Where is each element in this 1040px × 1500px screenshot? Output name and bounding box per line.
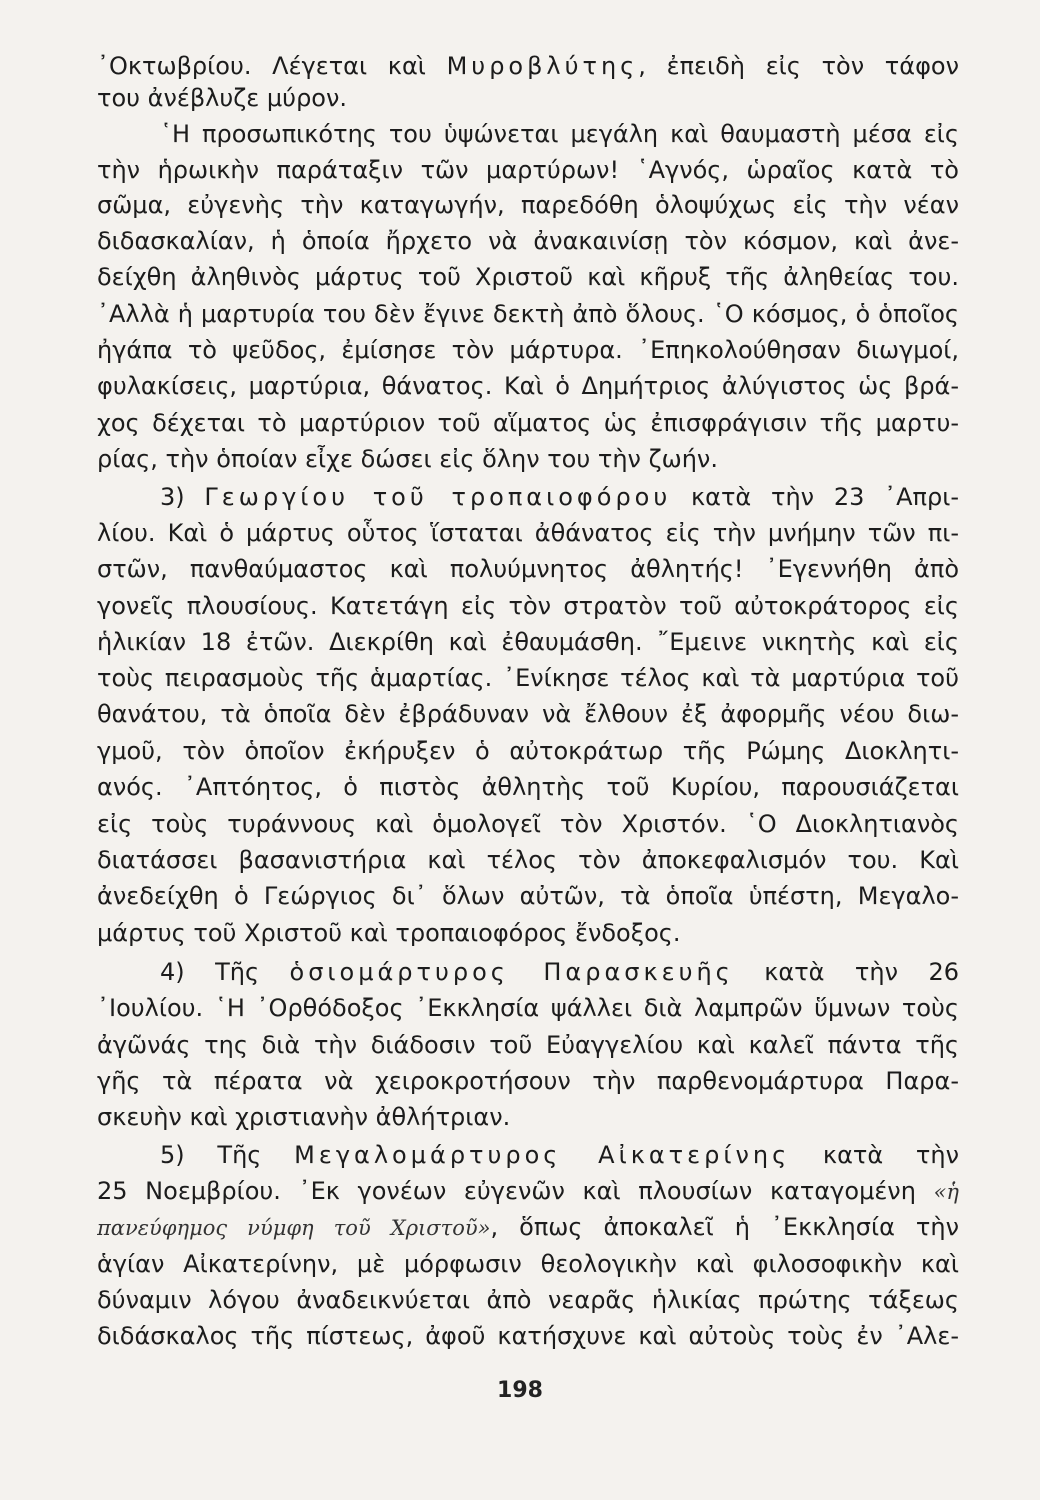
page-number: 198 <box>497 1378 543 1403</box>
text-line: σκευὴν καὶ χριστιανὴν ἀθλήτριαν. <box>97 1103 511 1131</box>
text-line: θανάτου, τὰ ὁποῖα δὲν ἐβράδυναν νὰ ἔλθουν ἐξ ἀφορμῆς νέου διω- <box>97 700 959 728</box>
text-line: σῶμα, εὐγενὴς τὴν καταγωγήν, παρεδόθη ὁλοψύχως εἰς τὴν νέαν <box>97 191 959 219</box>
text-line: μάρτυς τοῦ Χριστοῦ καὶ τροπαιοφόρος ἔνδοξος. <box>97 919 681 947</box>
text-line: ᾿Οκτωβρίου. Λέγεται καὶ Μυροβλύτης, ἐπειδὴ εἰς τὸν τάφον <box>97 52 959 80</box>
text-line: τοὺς πειρασμοὺς τῆς ἁμαρτίας. ᾿Ενίκησε τέλος καὶ τὰ μαρτύρια τοῦ <box>97 664 959 692</box>
text-line: ἁγίαν Αἰκατερίνην, μὲ μόρφωσιν θεολογικὴν καὶ φιλοσοφικὴν καὶ <box>97 1250 959 1278</box>
text-line: πανεύφημος νύμφη τοῦ Χριστοῦ», ὅπως ἀποκαλεῖ ἡ ᾿Εκκλησία τὴν <box>97 1213 959 1241</box>
text-line: τὴν ἡρωικὴν παράταξιν τῶν μαρτύρων! ῾Αγνός, ὡραῖος κατὰ τὸ <box>97 156 959 184</box>
text-line: διδασκαλίαν, ἡ ὁποία ἤρχετο νὰ ἀνακαινίσῃ τὸν κόσμον, καὶ ἀνε- <box>97 227 959 255</box>
text-line: ᾿Ιουλίου. ῾Η ᾿Ορθόδοξος ᾿Εκκλησία ψάλλει διὰ λαμπρῶν ὕμνων τοὺς <box>97 994 959 1022</box>
text-line: 3) Γεωργίου τοῦ τροπαιοφόρου κατὰ τὴν 23 ᾿Απρι- <box>160 483 959 511</box>
text-line: 4) Τῆς ὁσιομάρτυρος Παρασκευῆς κατὰ τὴν 26 <box>160 958 959 986</box>
text-line: δείχθη ἀληθινὸς μάρτυς τοῦ Χριστοῦ καὶ κῆρυξ τῆς ἀληθείας του. <box>97 263 959 291</box>
text-line: 25 Νοεμβρίου. ᾿Εκ γονέων εὐγενῶν καὶ πλουσίων καταγομένη «ἡ <box>97 1177 959 1205</box>
text-line: ᾿Αλλὰ ἡ μαρτυρία του δὲν ἔγινε δεκτὴ ἀπὸ ὅλους. ῾Ο κόσμος, ὁ ὁποῖος <box>97 300 959 328</box>
text-line: στῶν, πανθαύμαστος καὶ πολυύμνητος ἀθλητής! ᾿Εγεννήθη ἀπὸ <box>97 555 959 583</box>
text-line: διατάσσει βασανιστήρια καὶ τέλος τὸν ἀποκεφαλισμόν του. Καὶ <box>97 846 959 874</box>
spaced-name: ὁσιομάρτυρος Παρασκευῆς <box>289 958 734 986</box>
text-line: χος δέχεται τὸ μαρτύριον τοῦ αἵματος ὡς ἐπισφράγισιν τῆς μαρτυ- <box>97 409 959 437</box>
text-line: του ἀνέβλυζε μύρον. <box>97 84 348 112</box>
italic-quote: πανεύφημος νύμφη τοῦ Χριστοῦ» <box>97 1216 491 1240</box>
text-line: 5) Τῆς Μεγαλομάρτυρος Αἰκατερίνης κατὰ τὴν <box>160 1141 959 1169</box>
text-line: ἀνεδείχθη ὁ Γεώργιος δι᾿ ὅλων αὐτῶν, τὰ ὁποῖα ὑπέστη, Μεγαλο- <box>97 882 959 910</box>
spaced-name: Μεγαλομάρτυρος Αἰκατερίνης <box>294 1141 791 1169</box>
spaced-name: Μυροβλύτης <box>446 52 639 80</box>
text-line: γῆς τὰ πέρατα νὰ χειροκροτήσουν τὴν παρθενομάρτυρα Παρα- <box>97 1067 959 1095</box>
text-line: ρίας, τὴν ὁποίαν εἶχε δώσει εἰς ὅλην του τὴν ζωήν. <box>97 445 718 473</box>
text-line: γμοῦ, τὸν ὁποῖον ἐκήρυξεν ὁ αὐτοκράτωρ τῆς Ρώμης Διοκλητι- <box>97 737 959 765</box>
text-line: ἠγάπα τὸ ψεῦδος, ἐμίσησε τὸν μάρτυρα. ᾿Επηκολούθησαν διωγμοί, <box>97 336 959 364</box>
spaced-name: Γεωργίου τοῦ τροπαιοφόρου <box>204 483 672 511</box>
text-line: δύναμιν λόγου ἀναδεικνύεται ἀπὸ νεαρᾶς ἡλικίας πρώτης τάξεως <box>97 1286 959 1314</box>
text-line: διδάσκαλος τῆς πίστεως, ἀφοῦ κατήσχυνε καὶ αὐτοὺς τοὺς ἐν ᾿Αλε- <box>97 1322 959 1350</box>
text-line: εἰς τοὺς τυράννους καὶ ὁμολογεῖ τὸν Χριστόν. ῾Ο Διοκλητιανὸς <box>97 810 959 838</box>
text-line: ῾Η προσωπικότης του ὑψώνεται μεγάλη καὶ θαυμαστὴ μέσα εἰς <box>160 120 959 148</box>
text-line: ανός. ᾿Απτόητος, ὁ πιστὸς ἀθλητὴς τοῦ Κυρίου, παρουσιάζεται <box>97 773 959 801</box>
text-line: ἡλικίαν 18 ἐτῶν. Διεκρίθη καὶ ἐθαυμάσθη. ῎Εμεινε νικητὴς καὶ εἰς <box>97 628 959 656</box>
text-line: γονεῖς πλουσίους. Κατετάγη εἰς τὸν στρατὸν τοῦ αὐτοκράτορος εἰς <box>97 592 959 620</box>
text-line: λίου. Καὶ ὁ μάρτυς οὗτος ἵσταται ἀθάνατος εἰς τὴν μνήμην τῶν πι- <box>97 519 959 547</box>
text-line: ἀγῶνάς της διὰ τὴν διάδοσιν τοῦ Εὐαγγελίου καὶ καλεῖ πάντα τῆς <box>97 1031 959 1059</box>
italic-quote: «ἡ <box>933 1180 959 1204</box>
text-line: φυλακίσεις, μαρτύρια, θάνατος. Καὶ ὁ Δημήτριος ἀλύγιστος ὡς βρά- <box>97 372 959 400</box>
